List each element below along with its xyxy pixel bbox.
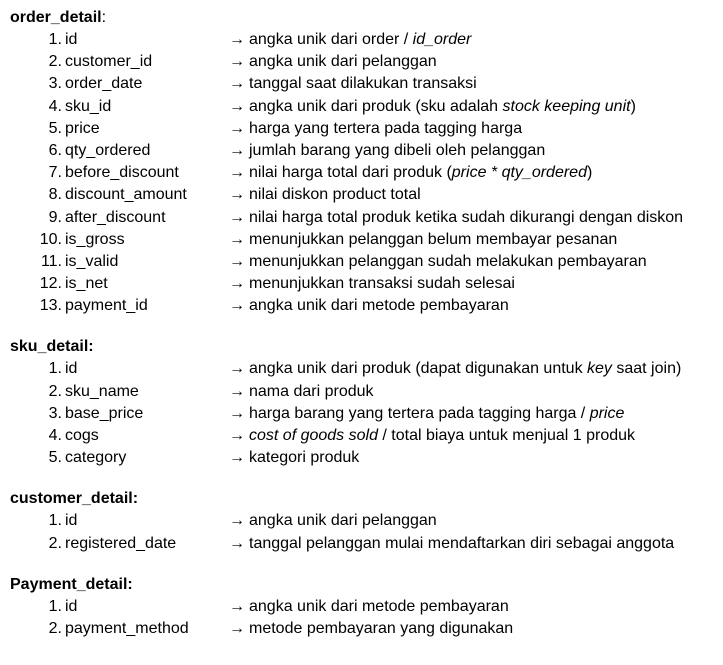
list-item xyxy=(10,118,723,140)
field-name: registered_date xyxy=(65,534,177,552)
field-description xyxy=(229,51,437,73)
field-description xyxy=(229,251,647,273)
section-title: sku_detail xyxy=(10,338,89,356)
description-text: jumlah barang yang dibeli oleh pelanggan xyxy=(249,141,546,159)
list-item xyxy=(10,207,723,229)
list-item xyxy=(10,273,723,295)
description-text: ) xyxy=(586,164,593,182)
field-name: id xyxy=(65,31,78,48)
description-text: nilai diskon product total xyxy=(249,186,421,204)
field-description xyxy=(229,533,674,555)
description-italic-text: key xyxy=(587,360,612,378)
description-italic-text: price xyxy=(589,404,625,422)
description-text: angka unik dari produk (sku adalah xyxy=(249,97,503,115)
description-italic-text: id_order xyxy=(412,31,472,48)
list-item xyxy=(10,358,723,380)
section-heading xyxy=(10,488,723,510)
field-description xyxy=(229,295,509,317)
description-text: tanggal pelanggan mulai mendaftarkan diri sebagai anggota xyxy=(249,534,675,552)
field-description xyxy=(229,207,683,229)
description-text: / total biaya untuk menjual 1 produk xyxy=(377,427,636,444)
field-description xyxy=(229,596,509,618)
arrow-right-icon: → xyxy=(229,427,245,444)
description-italic-text: stock keeping unit xyxy=(502,97,631,115)
list-item xyxy=(10,229,723,251)
field-name: category xyxy=(65,449,127,467)
field-description xyxy=(229,510,437,532)
description-italic-text: price * qty_ordered xyxy=(451,164,587,182)
arrow-right-icon: → xyxy=(229,208,245,226)
section-title-colon: : xyxy=(127,575,133,593)
field-name: payment_method xyxy=(65,619,189,637)
item-number: 3. xyxy=(48,75,62,93)
arrow-right-icon: → xyxy=(229,275,245,293)
field-name: id xyxy=(65,512,78,530)
field-name: after_discount xyxy=(65,208,166,226)
item-number: 1. xyxy=(48,597,62,615)
field-description xyxy=(229,425,635,447)
description-text: kategori produk xyxy=(249,449,360,467)
section-title: customer_detail xyxy=(10,490,133,508)
arrow-right-icon: → xyxy=(229,404,245,422)
field-name: discount_amount xyxy=(65,186,187,204)
description-text: menunjukkan pelanggan sudah melakukan pembayaran xyxy=(249,252,647,270)
description-text: angka unik dari pelanggan xyxy=(249,53,437,71)
arrow-right-icon: → xyxy=(229,297,245,315)
arrow-right-icon: → xyxy=(229,53,245,71)
list-item xyxy=(10,29,723,51)
list-item xyxy=(10,596,723,618)
field-description xyxy=(229,29,471,51)
list-item xyxy=(10,618,723,640)
item-number: 3. xyxy=(48,404,62,422)
section-heading xyxy=(10,336,723,358)
item-number: 1. xyxy=(48,512,62,530)
description-text: angka unik dari pelanggan xyxy=(249,512,437,530)
item-number: 2. xyxy=(48,382,62,400)
field-name: sku_name xyxy=(65,382,139,400)
arrow-right-icon: → xyxy=(229,512,245,530)
description-text: menunjukkan transaksi sudah selesai xyxy=(249,275,515,293)
field-description xyxy=(229,358,681,380)
section-customer-detail xyxy=(10,488,723,554)
arrow-right-icon: → xyxy=(229,252,245,270)
arrow-right-icon: → xyxy=(229,230,245,248)
description-text: saat join) xyxy=(611,360,682,378)
arrow-right-icon: → xyxy=(229,141,245,159)
item-number: 9. xyxy=(48,208,62,226)
field-name: id xyxy=(65,597,78,615)
list-item xyxy=(10,381,723,403)
field-description xyxy=(229,162,592,184)
description-text: angka unik dari order / xyxy=(249,31,413,48)
description-text: nilai harga total dari produk ( xyxy=(249,164,452,182)
field-name: cogs xyxy=(65,427,99,444)
arrow-right-icon: → xyxy=(229,360,245,378)
item-number: 13. xyxy=(39,297,62,315)
list-item xyxy=(10,403,723,425)
list-item xyxy=(10,251,723,273)
item-number: 1. xyxy=(48,360,62,378)
field-name: is_gross xyxy=(65,230,125,248)
section-heading xyxy=(10,7,723,29)
item-number: 2. xyxy=(48,534,62,552)
arrow-right-icon: → xyxy=(229,97,245,115)
field-name: before_discount xyxy=(65,164,179,182)
item-number: 6. xyxy=(48,141,62,159)
field-description xyxy=(229,140,545,162)
arrow-right-icon: → xyxy=(229,449,245,467)
item-number: 2. xyxy=(48,53,62,71)
description-text: nama dari produk xyxy=(249,382,374,400)
section-title-colon: : xyxy=(132,490,139,508)
section-heading xyxy=(10,574,723,596)
list-item xyxy=(10,510,723,532)
section-title: Payment_detail xyxy=(10,575,128,593)
arrow-right-icon: → xyxy=(229,75,245,93)
description-text: metode pembayaran yang digunakan xyxy=(249,619,514,637)
item-number: 4. xyxy=(48,97,62,115)
description-text: angka unik dari produk (dapat digunakan untuk xyxy=(249,360,588,378)
field-description xyxy=(229,403,624,425)
list-item xyxy=(10,425,723,447)
list-item xyxy=(10,162,723,184)
item-number: 11. xyxy=(40,252,62,270)
list-item xyxy=(10,447,723,469)
field-name: id xyxy=(65,360,78,378)
list-item xyxy=(10,295,723,317)
section-title-colon: : xyxy=(88,338,94,356)
arrow-right-icon: → xyxy=(229,164,245,182)
field-name: sku_id xyxy=(65,97,112,115)
field-description xyxy=(229,447,359,469)
field-description xyxy=(229,381,374,403)
field-name: order_date xyxy=(65,75,143,93)
arrow-right-icon: → xyxy=(229,186,245,204)
field-description xyxy=(229,118,522,140)
arrow-right-icon: → xyxy=(229,534,245,552)
item-number: 4. xyxy=(48,427,62,444)
list-item xyxy=(10,96,723,118)
item-number: 8. xyxy=(48,186,62,204)
item-number: 5. xyxy=(48,119,62,137)
section-title-colon: : xyxy=(101,9,107,26)
field-description xyxy=(229,73,477,95)
list-item xyxy=(10,184,723,206)
item-number: 12. xyxy=(39,275,62,293)
arrow-right-icon: → xyxy=(229,31,245,48)
item-number: 1. xyxy=(48,31,62,48)
list-item xyxy=(10,533,723,555)
item-number: 2. xyxy=(48,619,62,637)
list-item xyxy=(10,73,723,95)
field-name: base_price xyxy=(65,404,144,422)
field-description xyxy=(229,184,421,206)
field-name: customer_id xyxy=(65,53,153,71)
field-name: is_valid xyxy=(65,252,119,270)
description-text: ) xyxy=(630,97,636,115)
field-name: is_net xyxy=(65,275,108,293)
description-text: harga yang tertera pada tagging harga xyxy=(249,119,523,137)
field-name: payment_id xyxy=(65,297,148,315)
list-item xyxy=(10,51,723,73)
arrow-right-icon: → xyxy=(229,382,245,400)
section-sku-detail xyxy=(10,336,723,469)
description-text: tanggal saat dilakukan transaksi xyxy=(249,75,477,93)
item-number: 5. xyxy=(48,449,62,467)
description-text: menunjukkan pelanggan belum membayar pesanan xyxy=(249,230,618,248)
field-name: price xyxy=(65,119,100,137)
field-description xyxy=(229,96,636,118)
section-order-detail xyxy=(10,7,723,317)
field-description xyxy=(229,229,617,251)
arrow-right-icon: → xyxy=(229,119,245,137)
field-name: qty_ordered xyxy=(65,141,151,159)
description-text: harga barang yang tertera pada tagging harga / xyxy=(249,404,590,422)
item-number: 7. xyxy=(48,164,62,182)
item-number: 10. xyxy=(39,230,62,248)
description-text: angka unik dari metode pembayaran xyxy=(249,297,509,315)
field-description xyxy=(229,618,513,640)
section-title: order_detail xyxy=(10,9,102,26)
section-payment-detail xyxy=(10,574,723,640)
description-text: nilai harga total produk ketika sudah dikurangi dengan diskon xyxy=(249,208,684,226)
description-text: angka unik dari metode pembayaran xyxy=(249,597,509,615)
arrow-right-icon: → xyxy=(229,619,245,637)
field-description xyxy=(229,273,515,295)
list-item xyxy=(10,140,723,162)
description-italic-text: cost of goods sold xyxy=(249,427,378,444)
arrow-right-icon: → xyxy=(229,597,245,615)
